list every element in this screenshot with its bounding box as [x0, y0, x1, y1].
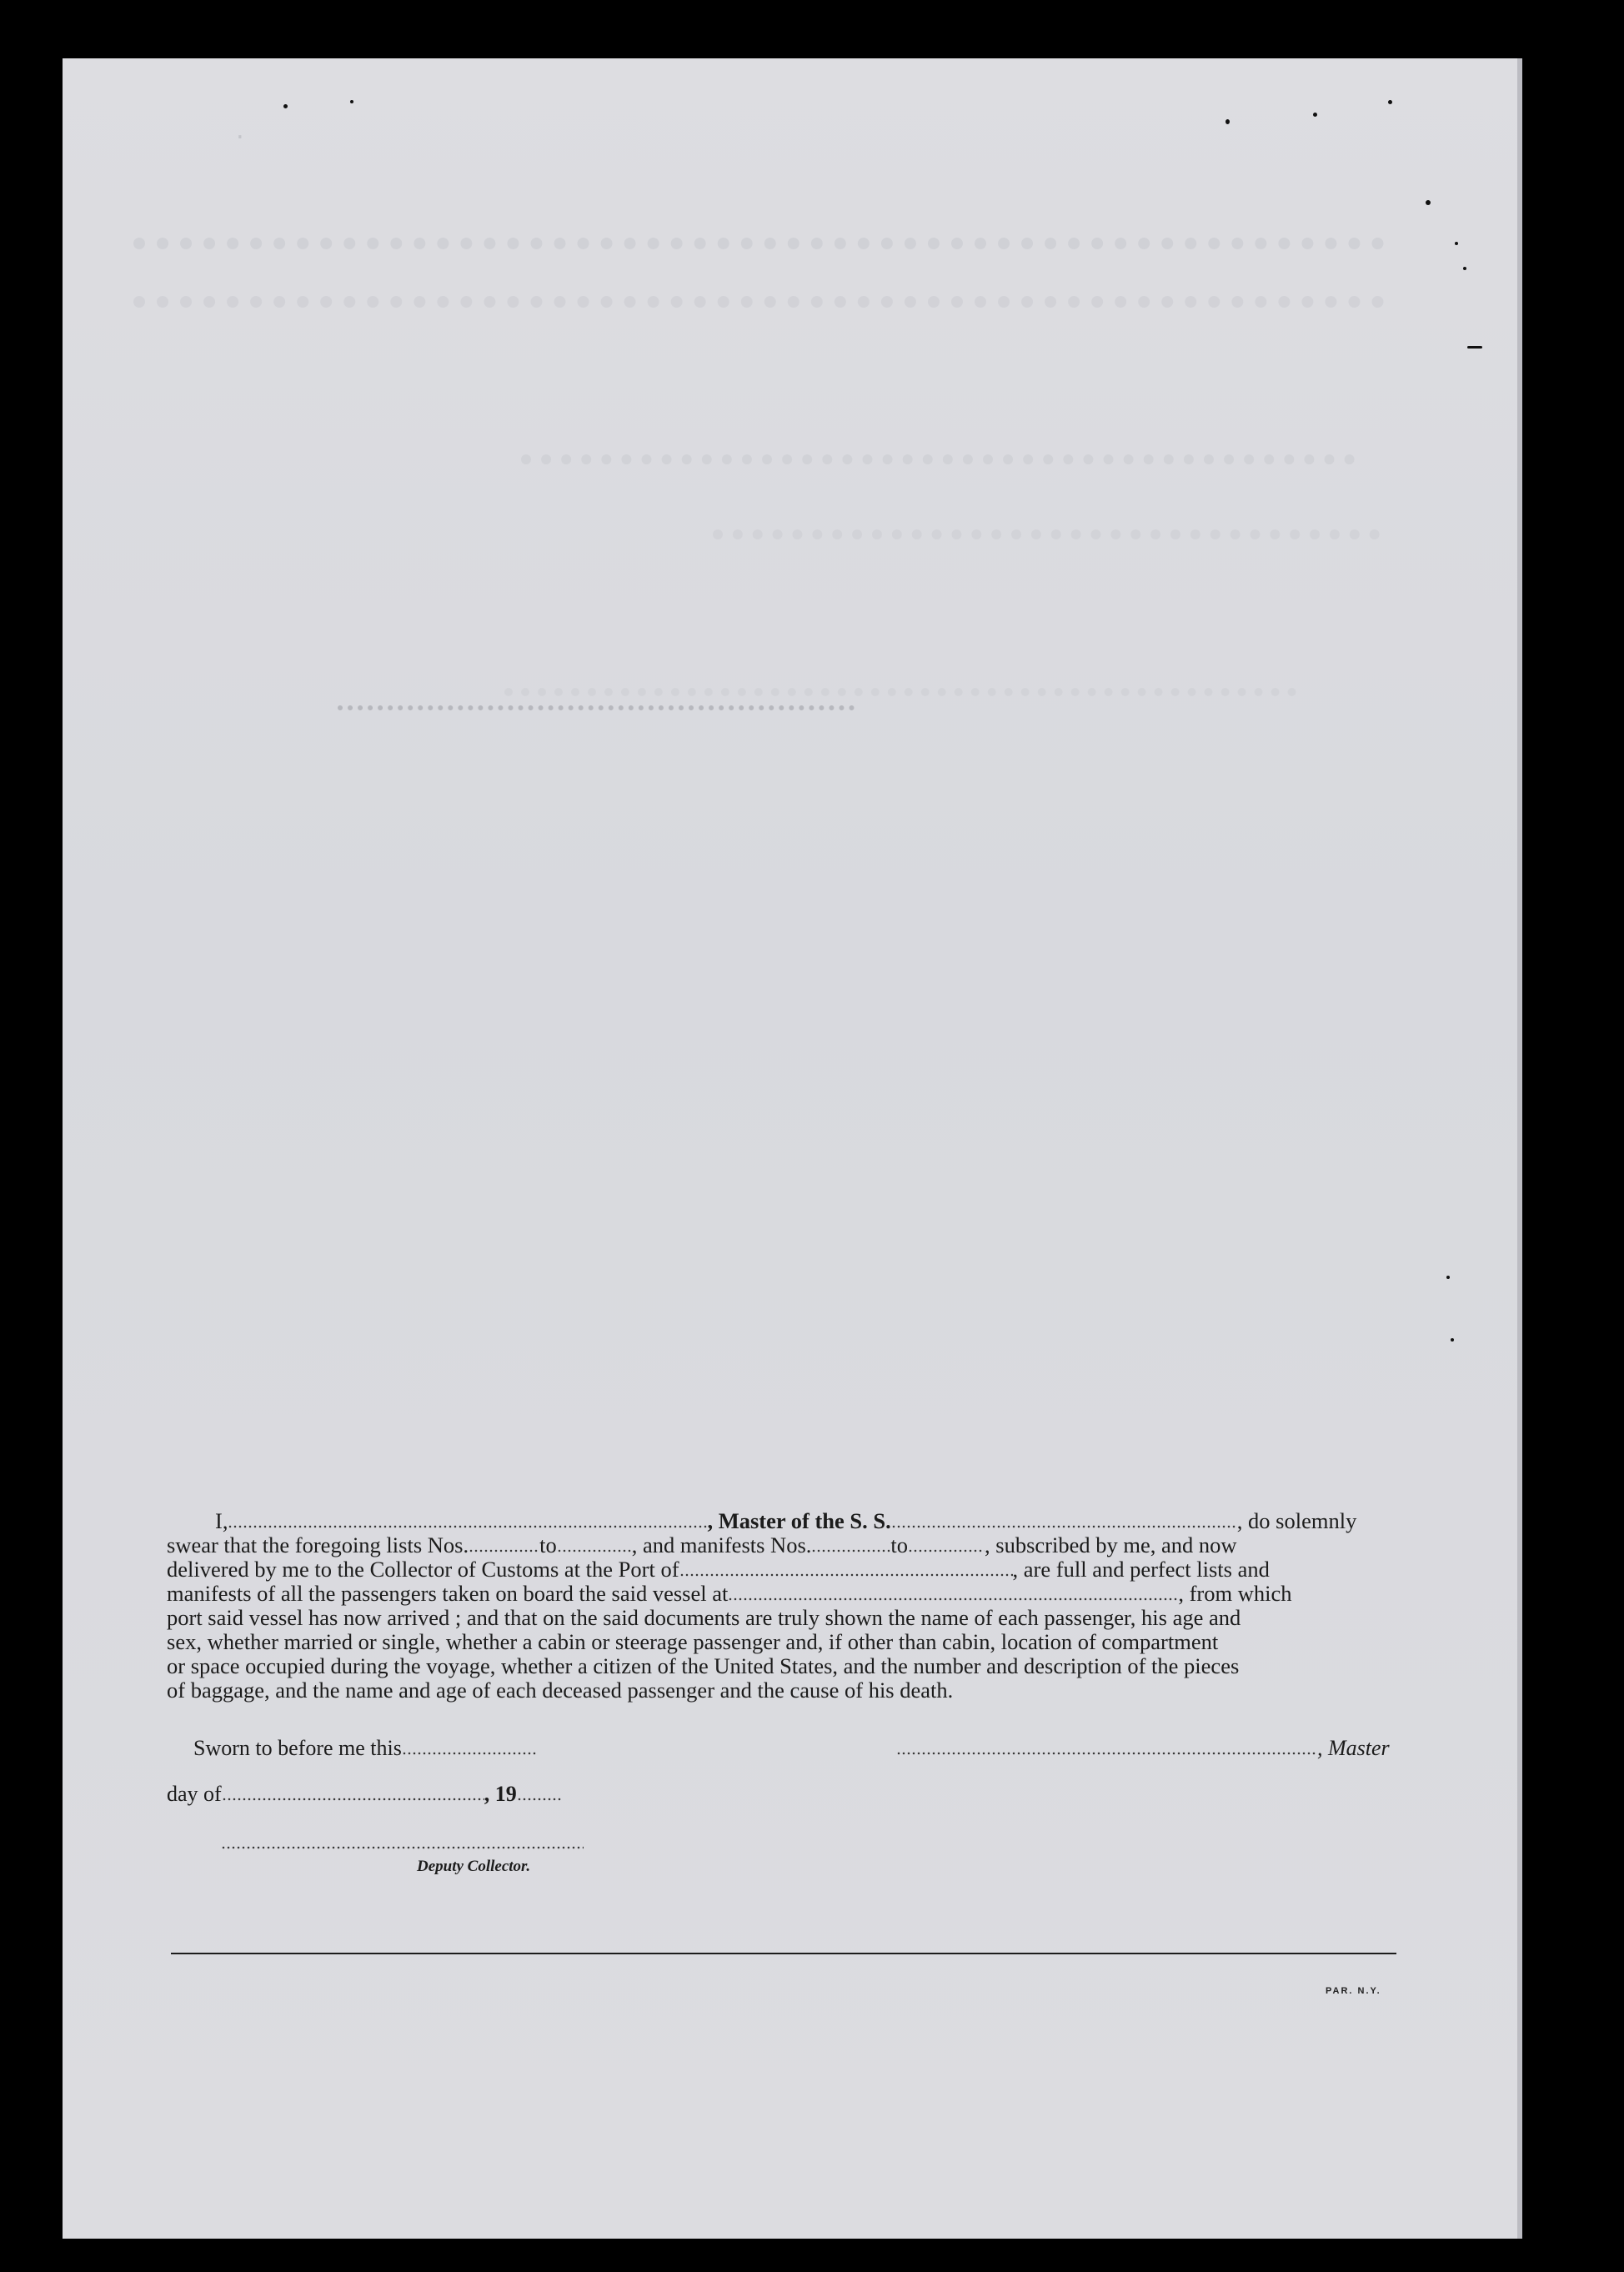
oath-line-4	[167, 1582, 1403, 1606]
oath-line-6: sex, whether married or single, whether a cabin or steerage passenger and, if other than cabin, location of compartment	[167, 1629, 1219, 1654]
speck	[1313, 113, 1317, 117]
blank-embark-port	[728, 1584, 1178, 1601]
blank-sworn-date	[402, 1738, 537, 1755]
show-through-text	[713, 513, 1380, 539]
oath-line-1	[167, 1509, 1403, 1533]
oath-line-2	[167, 1533, 1403, 1557]
speck	[1226, 119, 1230, 124]
show-through-text	[521, 438, 1355, 464]
speck	[350, 100, 353, 103]
blank-manifest-to	[908, 1536, 985, 1552]
oath-text: , Master of the S. S.	[707, 1508, 891, 1533]
oath-text: , do solemnly	[1236, 1508, 1357, 1533]
blank-list-from	[469, 1536, 539, 1552]
speck	[1467, 346, 1482, 349]
speck	[1446, 1276, 1450, 1279]
document-page	[63, 58, 1522, 2239]
oath-text: I,	[215, 1508, 228, 1533]
blank-master-signature	[896, 1738, 1317, 1755]
oath-text: , and manifests Nos.	[631, 1532, 812, 1557]
deputy-signature-line	[221, 1830, 584, 1855]
sworn-before-line	[193, 1736, 537, 1761]
oath-text: , subscribed by me, and now	[985, 1532, 1237, 1557]
speck	[1388, 100, 1392, 104]
speck	[1426, 200, 1431, 205]
blank-manifest-from	[811, 1536, 890, 1552]
speck	[1463, 267, 1466, 270]
oath-line-3	[167, 1557, 1403, 1582]
show-through-text	[338, 700, 855, 710]
day-of-line	[167, 1782, 563, 1807]
show-through-text: ·	[233, 125, 249, 150]
speck	[1451, 1338, 1454, 1342]
blank-deputy-signature	[221, 1833, 584, 1849]
show-through-text	[133, 279, 1384, 308]
master-label: , Master	[1317, 1736, 1390, 1760]
oath-line-5: port said vessel has now arrived ; and that on the said documents are truly shown the name of each passenger, his age and	[167, 1605, 1241, 1630]
day-of-label: day of	[167, 1782, 222, 1806]
oath-text: swear that the foregoing lists Nos.	[167, 1532, 469, 1557]
oath-text: to	[890, 1532, 909, 1557]
speck	[1455, 242, 1458, 245]
deputy-collector-label: Deputy Collector.	[417, 1858, 531, 1875]
bottom-rule	[171, 1953, 1396, 1954]
oath-text: , are full and perfect lists and	[1012, 1557, 1270, 1582]
oath-text: , from which	[1178, 1581, 1292, 1606]
oath-text: delivered by me to the Collector of Customs at the Port of	[167, 1557, 679, 1582]
oath-line-7: or space occupied during the voyage, whether a citizen of the United States, and the number and description of the pieces	[167, 1653, 1240, 1678]
blank-vessel-name	[891, 1512, 1237, 1528]
year-label: , 19	[484, 1782, 517, 1806]
printer-mark: PAR. N.Y.	[1326, 1986, 1381, 1996]
oath-line-8: of baggage, and the name and age of each deceased passenger and the cause of his death.	[167, 1678, 954, 1703]
blank-month	[222, 1784, 484, 1801]
speck	[283, 104, 288, 108]
show-through-text	[504, 671, 1296, 696]
master-signature-line	[896, 1736, 1390, 1761]
blank-list-to	[557, 1536, 632, 1552]
blank-master-name	[228, 1512, 707, 1528]
blank-port	[679, 1560, 1013, 1577]
oath-text: to	[539, 1532, 557, 1557]
blank-year	[517, 1784, 563, 1801]
oath-paragraph	[167, 1509, 1403, 1703]
sworn-before-label: Sworn to before me this	[193, 1736, 402, 1760]
show-through-text	[133, 221, 1384, 249]
oath-text: manifests of all the passengers taken on board the said vessel at	[167, 1581, 729, 1606]
